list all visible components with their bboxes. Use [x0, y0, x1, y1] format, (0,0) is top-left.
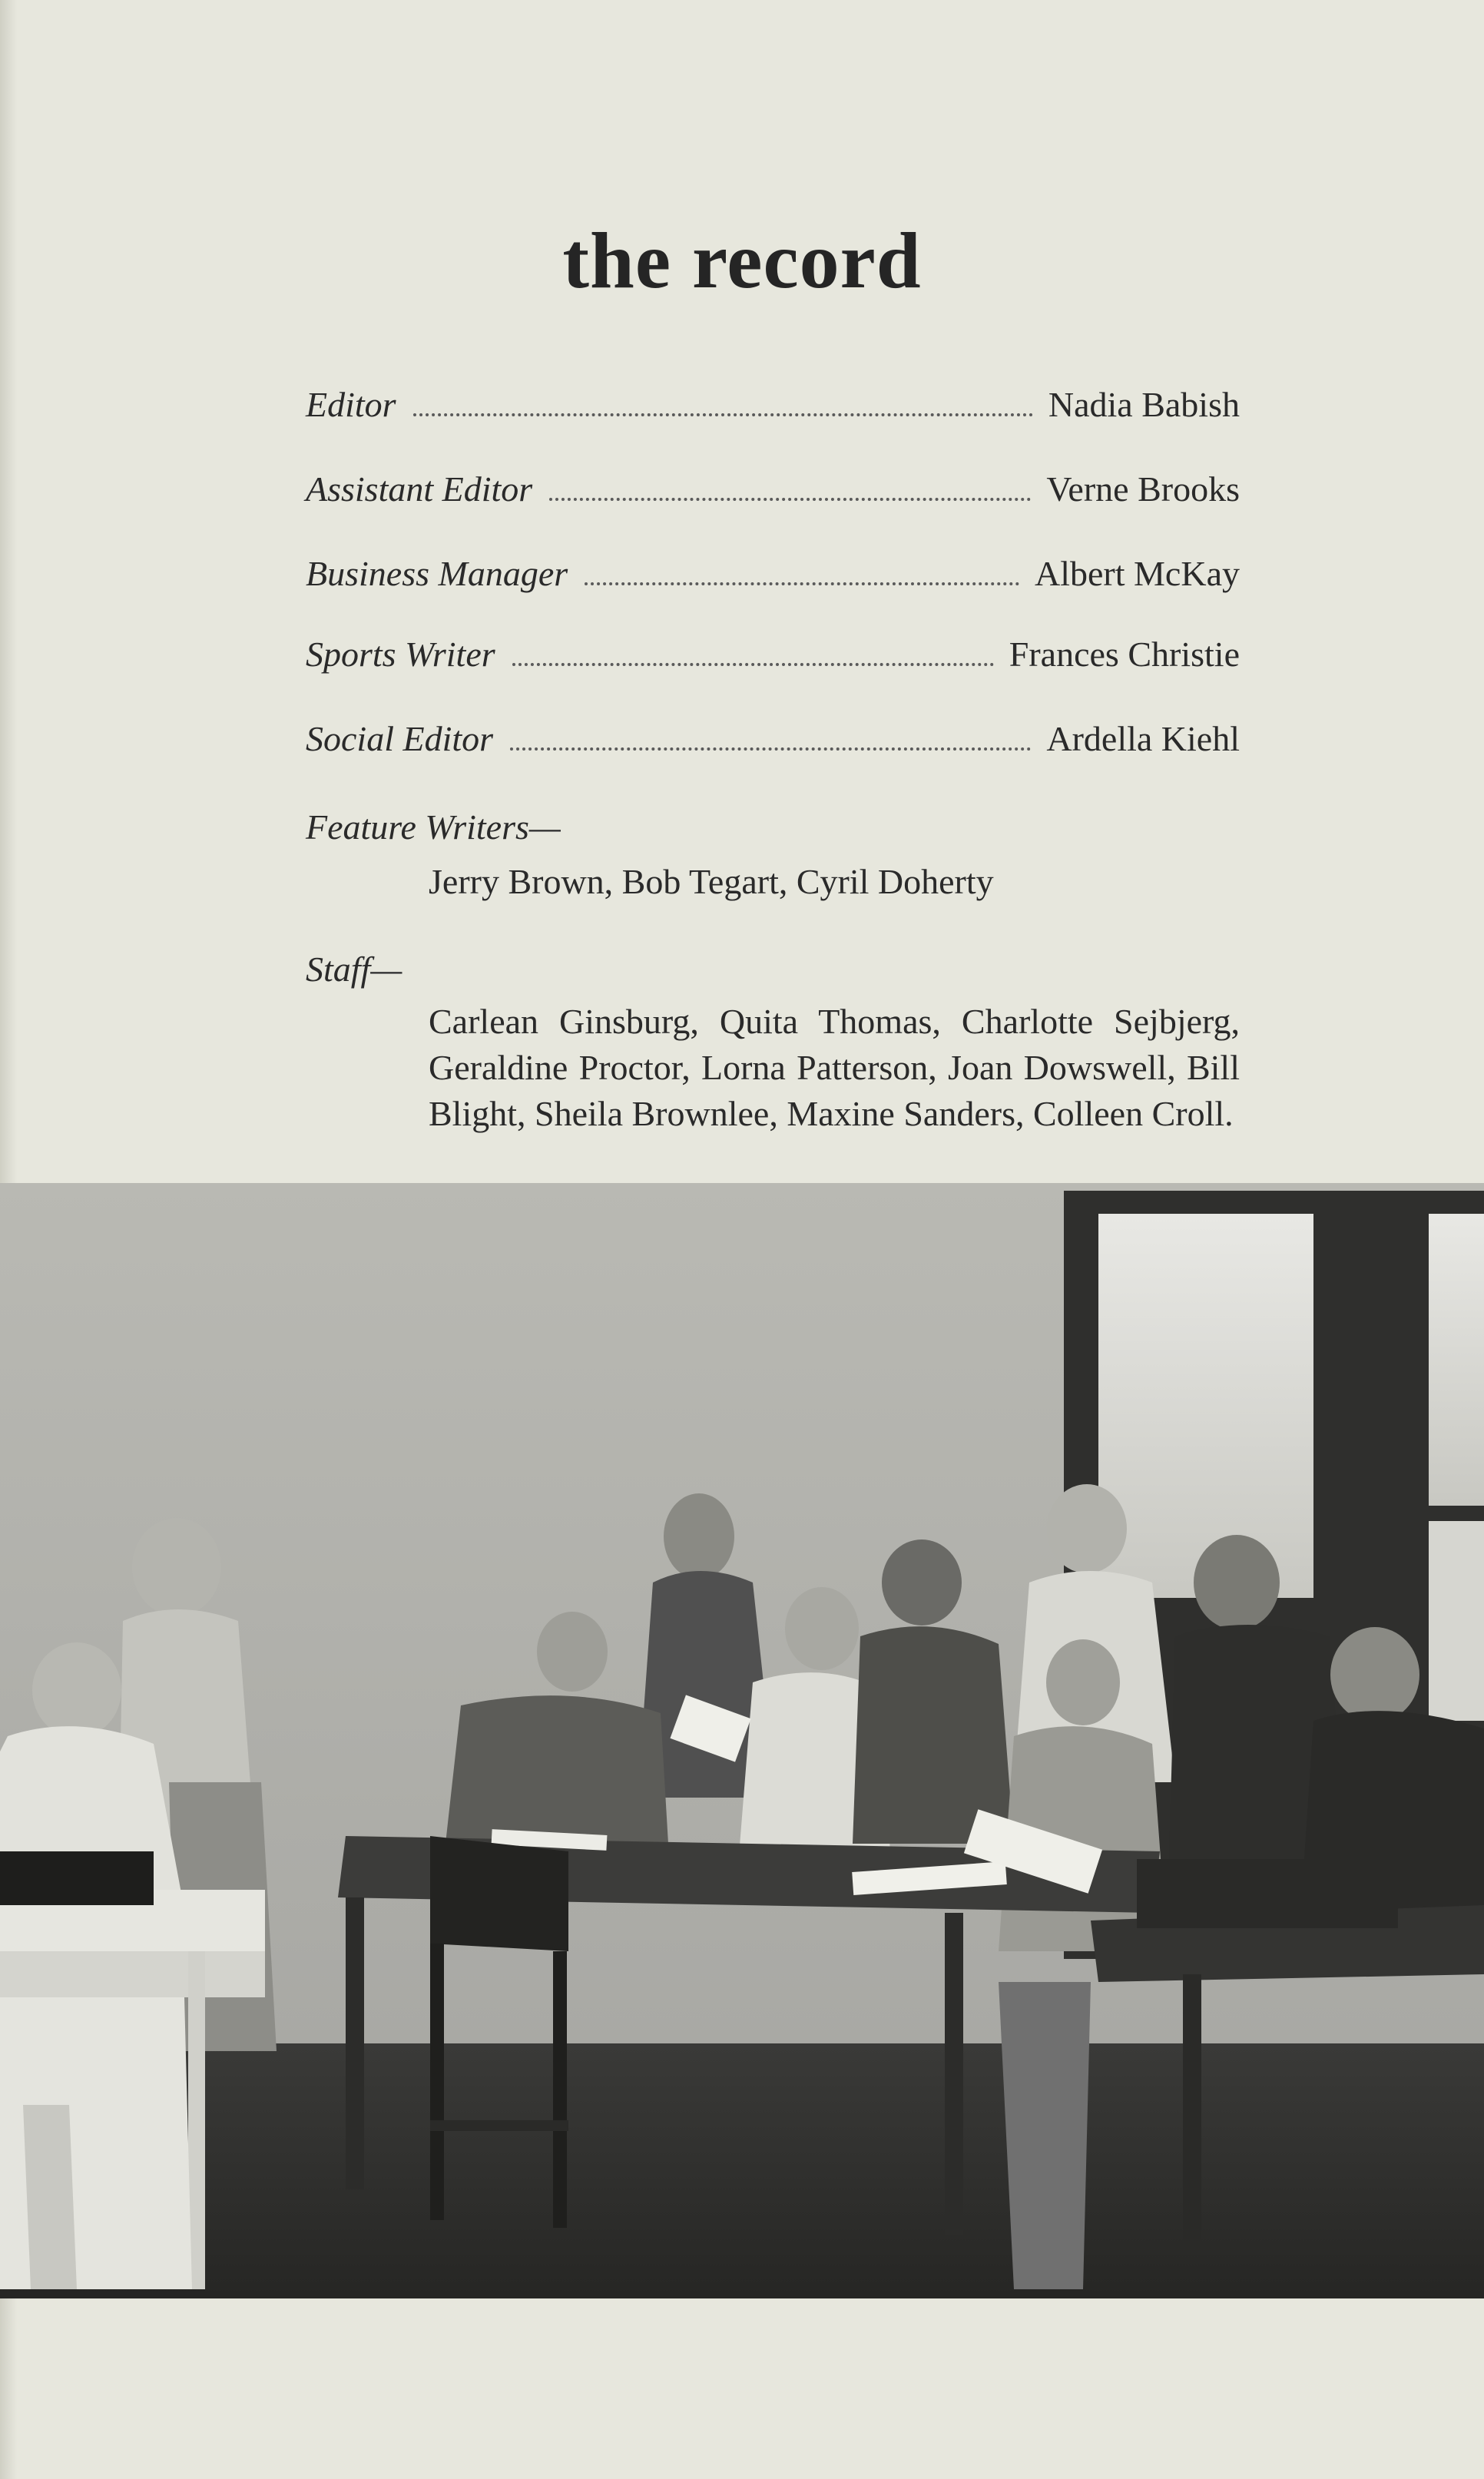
role-label: Business Manager	[306, 554, 568, 593]
role-row-assistant-editor	[306, 469, 1240, 515]
legs	[999, 1982, 1091, 2289]
leader-dots	[549, 498, 1031, 501]
feature-writers-label: Feature Writers—	[306, 807, 561, 847]
window-pane	[1098, 1214, 1313, 1598]
leader-dots	[585, 582, 1019, 585]
role-label: Editor	[306, 385, 396, 424]
leader-dots	[512, 663, 994, 666]
page-title: the record	[562, 217, 922, 305]
typewriter	[1137, 1859, 1398, 1928]
window-pane	[1429, 1214, 1484, 1506]
role-name: Frances Christie	[1009, 635, 1240, 674]
role-name: Ardella Kiehl	[1046, 719, 1240, 758]
typewriter	[0, 1851, 154, 1905]
role-label: Sports Writer	[306, 635, 495, 674]
staff-group-photo	[0, 1183, 1484, 2298]
floor	[0, 2043, 1484, 2298]
role-label: Social Editor	[306, 719, 494, 758]
leader-dots	[510, 747, 1031, 751]
legs	[23, 2105, 77, 2289]
feature-writers-names: Jerry Brown, Bob Tegart, Cyril Doherty	[429, 862, 994, 901]
role-name: Verne Brooks	[1046, 469, 1240, 509]
photo-illustration	[0, 1183, 1484, 2298]
staff-names: Carlean Ginsburg, Quita Thomas, Charlotte Sejbjerg, Geraldine Proctor, Lorna Patterson, Joan Dowswell, Bill Blight, Sheila Brownlee, Maxine Sanders, Colleen Croll.	[429, 1002, 1240, 1133]
role-name: Albert McKay	[1035, 554, 1240, 593]
role-row-editor	[306, 384, 1240, 430]
role-row-business-manager	[306, 553, 1240, 599]
staff-label: Staff—	[306, 950, 402, 989]
leader-dots	[413, 413, 1033, 416]
role-name: Nadia Babish	[1048, 385, 1240, 424]
window-pane	[1429, 1521, 1484, 1721]
role-label: Assistant Editor	[306, 469, 533, 509]
role-row-social-editor	[306, 718, 1240, 764]
role-row-sports-writer	[306, 634, 1240, 680]
